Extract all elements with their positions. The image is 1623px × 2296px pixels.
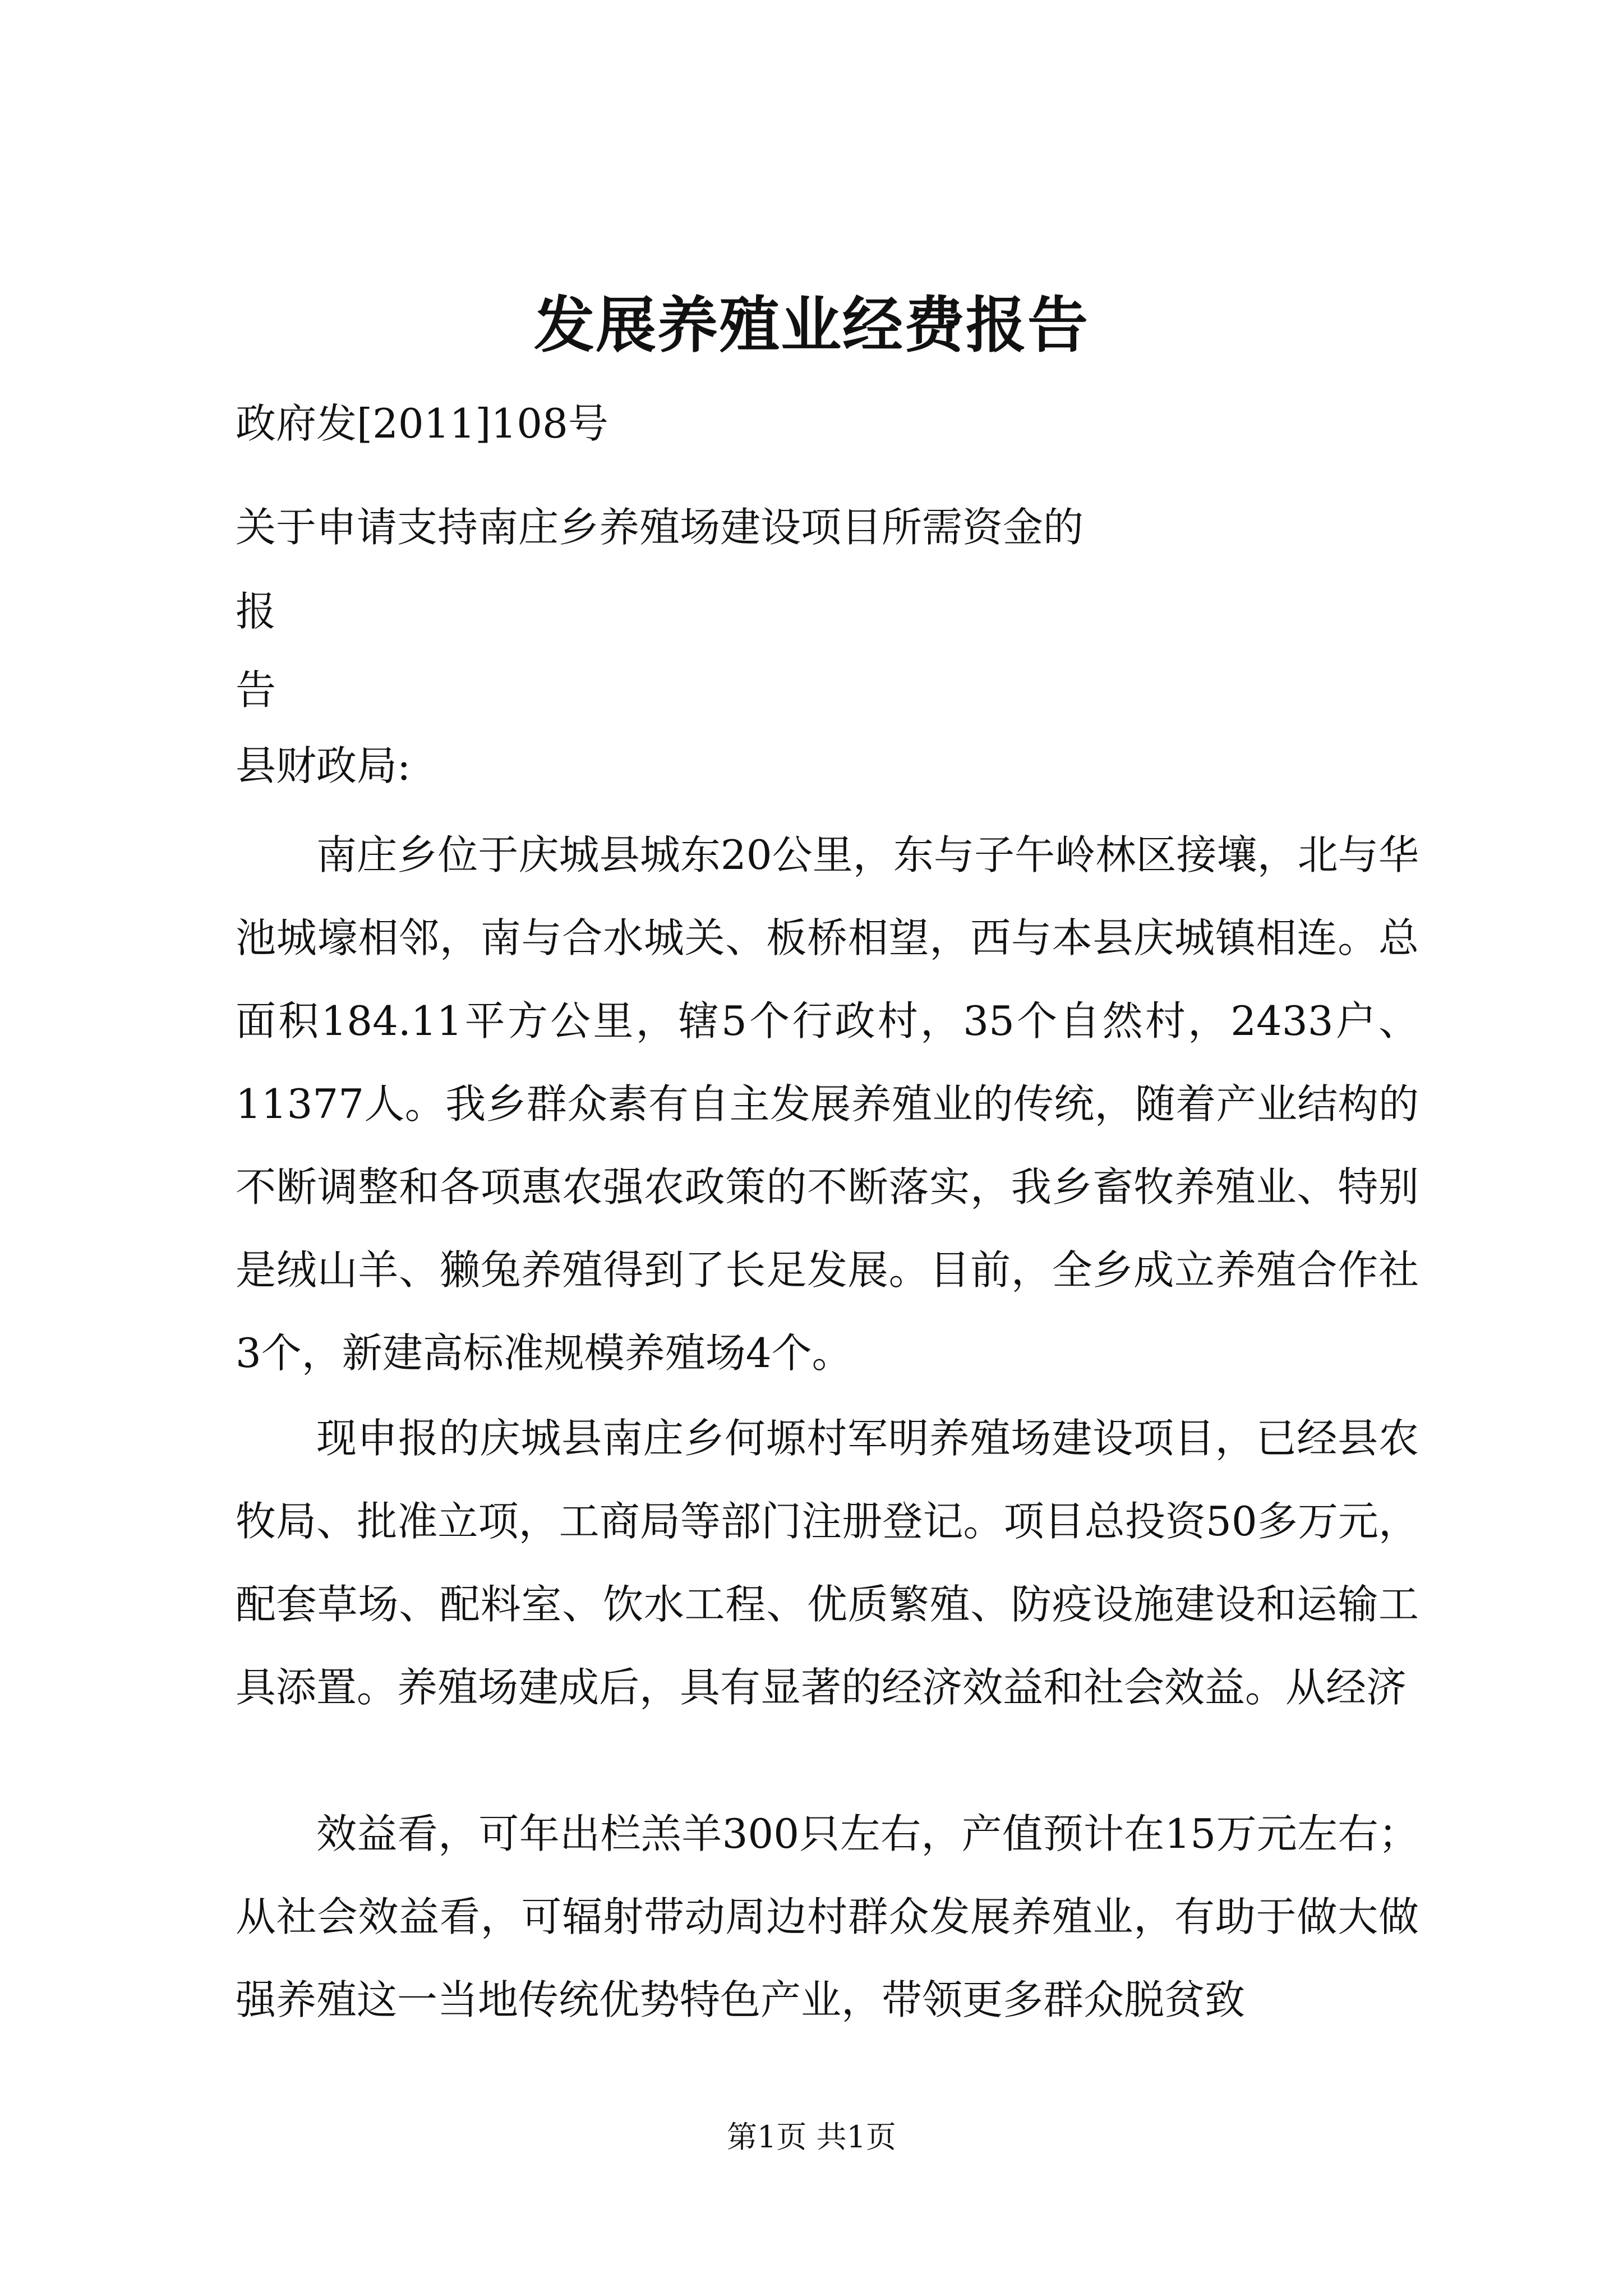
- paragraph-1: 南庄乡位于庆城县城东20公里，东与子午岭林区接壤，北与华池城壕相邻，南与合水城关、板桥相望，西与本县庆城镇相连。总面积184.11平方公里，辖5个行政村，35个自然村，2433户、11377人。我乡群众素有自主发展养殖业的传统，随着产业结构的不断调整和各项惠农强农政策的不断落实，我乡畜牧养殖业、特别是绒山羊、獭兔养殖得到了长足发展。目前，全乡成立养殖合作社3个，新建高标准规模养殖场4个。: [236, 831, 1419, 1377]
- document-title: 发展养殖业经费报告: [533, 290, 1089, 361]
- subject-line: 关于申请支持南庄乡养殖场建设项目所需资金的: [236, 504, 1084, 551]
- doc-number: 政府发[2011]108号: [236, 400, 608, 447]
- subject-char-report-1: 报: [236, 588, 276, 635]
- subject-char-report-2: 告: [236, 666, 276, 714]
- page-footer: 第1页 共1页: [727, 2119, 896, 2155]
- addressee: 县财政局:: [236, 742, 411, 789]
- paragraph-2: 现申报的庆城县南庄乡何塬村军明养殖场建设项目，已经县农牧局、批准立项，工商局等部门注册登记。项目总投资50多万元，配套草场、配料室、饮水工程、优质繁殖、防疫设施建设和运输工具添置。养殖场建成后，具有显著的经济效益和社会效益。从经济: [236, 1415, 1419, 1711]
- paragraph-3: 效益看，可年出栏羔羊300只左右，产值预计在15万元左右；从社会效益看，可辐射带动周边村群众发展养殖业，有助于做大做强养殖这一当地传统优势特色产业，带领更多群众脱贫致: [236, 1810, 1419, 2023]
